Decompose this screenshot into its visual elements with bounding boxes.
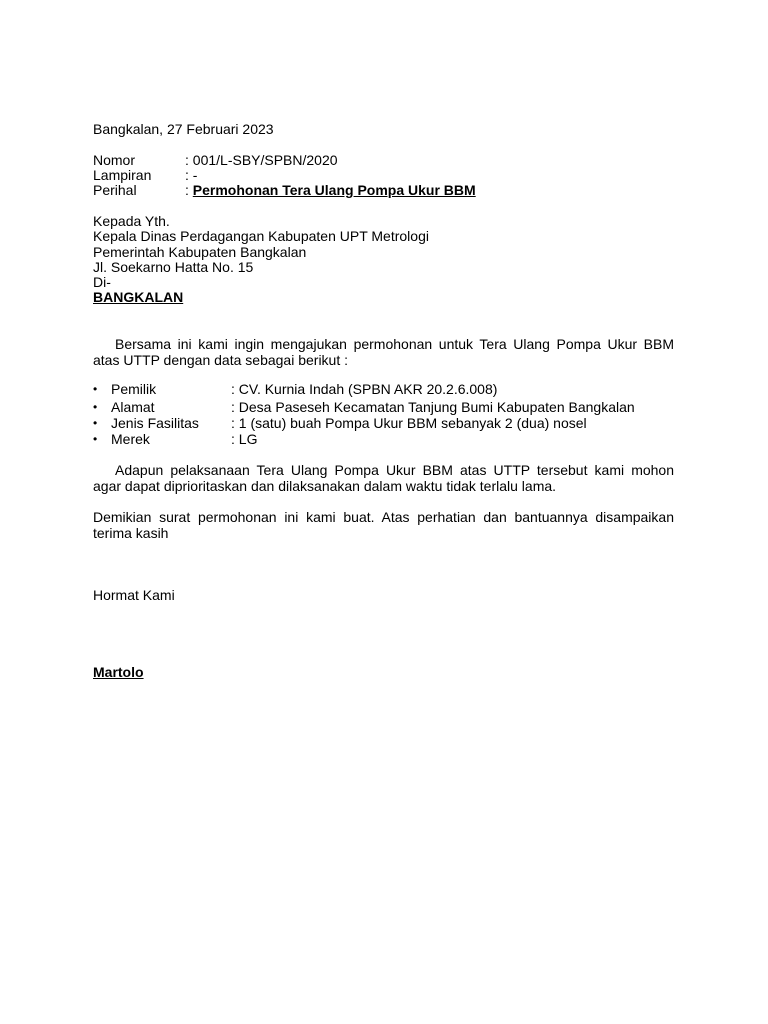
recipient-address: Jl. Soekarno Hatta No. 15 xyxy=(93,259,254,275)
closing-line-2: terima kasih xyxy=(93,525,169,541)
bullet-icon: • xyxy=(93,400,98,414)
bullet-icon: • xyxy=(93,382,98,396)
recipient-greeting: Kepada Yth. xyxy=(93,213,170,229)
item-label: Merek xyxy=(111,431,150,447)
bullet-icon: • xyxy=(93,416,98,430)
recipient-org: Pemerintah Kabupaten Bangkalan xyxy=(93,244,307,260)
recipient-title: Kepala Dinas Perdagangan Kabupaten UPT Metrologi xyxy=(93,228,429,244)
perihal-value: Permohonan Tera Ulang Pompa Ukur BBM xyxy=(192,182,476,198)
place-date: Bangkalan, 27 Februari 2023 xyxy=(93,121,274,137)
perihal-colon: : xyxy=(185,182,193,198)
closing-line-1: Demikian surat permohonan ini kami buat. Atas perhatian dan bantuannya disampaikan xyxy=(93,509,674,525)
item-label: Pemilik xyxy=(111,381,157,397)
item-value: : LG xyxy=(231,431,258,447)
recipient-di: Di- xyxy=(93,274,111,290)
perihal-label: Perihal xyxy=(93,182,137,198)
intro-line-2: atas UTTP dengan data sebagai berikut : xyxy=(93,352,349,368)
item-label: Jenis Fasilitas xyxy=(111,415,199,431)
closing-salutation: Hormat Kami xyxy=(93,587,175,603)
intro-line-1: Bersama ini kami ingin mengajukan permohonan untuk Tera Ulang Pompa Ukur BBM xyxy=(115,336,674,352)
request-paragraph xyxy=(93,462,674,494)
item-value: : CV. Kurnia Indah (SPBN AKR 20.2.6.008) xyxy=(231,381,498,397)
item-value: : Desa Paseseh Kecamatan Tanjung Bumi Kabupaten Bangkalan xyxy=(231,399,635,415)
request-line-1: Adapun pelaksanaan Tera Ulang Pompa Ukur BBM atas UTTP tersebut kami mohon xyxy=(115,462,674,478)
lampiran-value: : - xyxy=(185,167,198,183)
recipient-city: BANGKALAN xyxy=(93,289,184,305)
item-label: Alamat xyxy=(111,399,155,415)
intro-paragraph xyxy=(93,336,674,368)
closing-paragraph xyxy=(93,509,674,541)
signer-name: Martolo xyxy=(93,664,144,680)
nomor-label: Nomor xyxy=(93,152,136,168)
bullet-icon: • xyxy=(93,432,98,446)
nomor-value: : 001/L-SBY/SPBN/2020 xyxy=(185,152,338,168)
perihal-field xyxy=(185,182,476,198)
request-line-2: agar dapat diprioritaskan dan dilaksanakan dalam waktu tidak terlalu lama. xyxy=(93,478,557,494)
item-value: : 1 (satu) buah Pompa Ukur BBM sebanyak 2 (dua) nosel xyxy=(231,415,587,431)
lampiran-label: Lampiran xyxy=(93,167,152,183)
